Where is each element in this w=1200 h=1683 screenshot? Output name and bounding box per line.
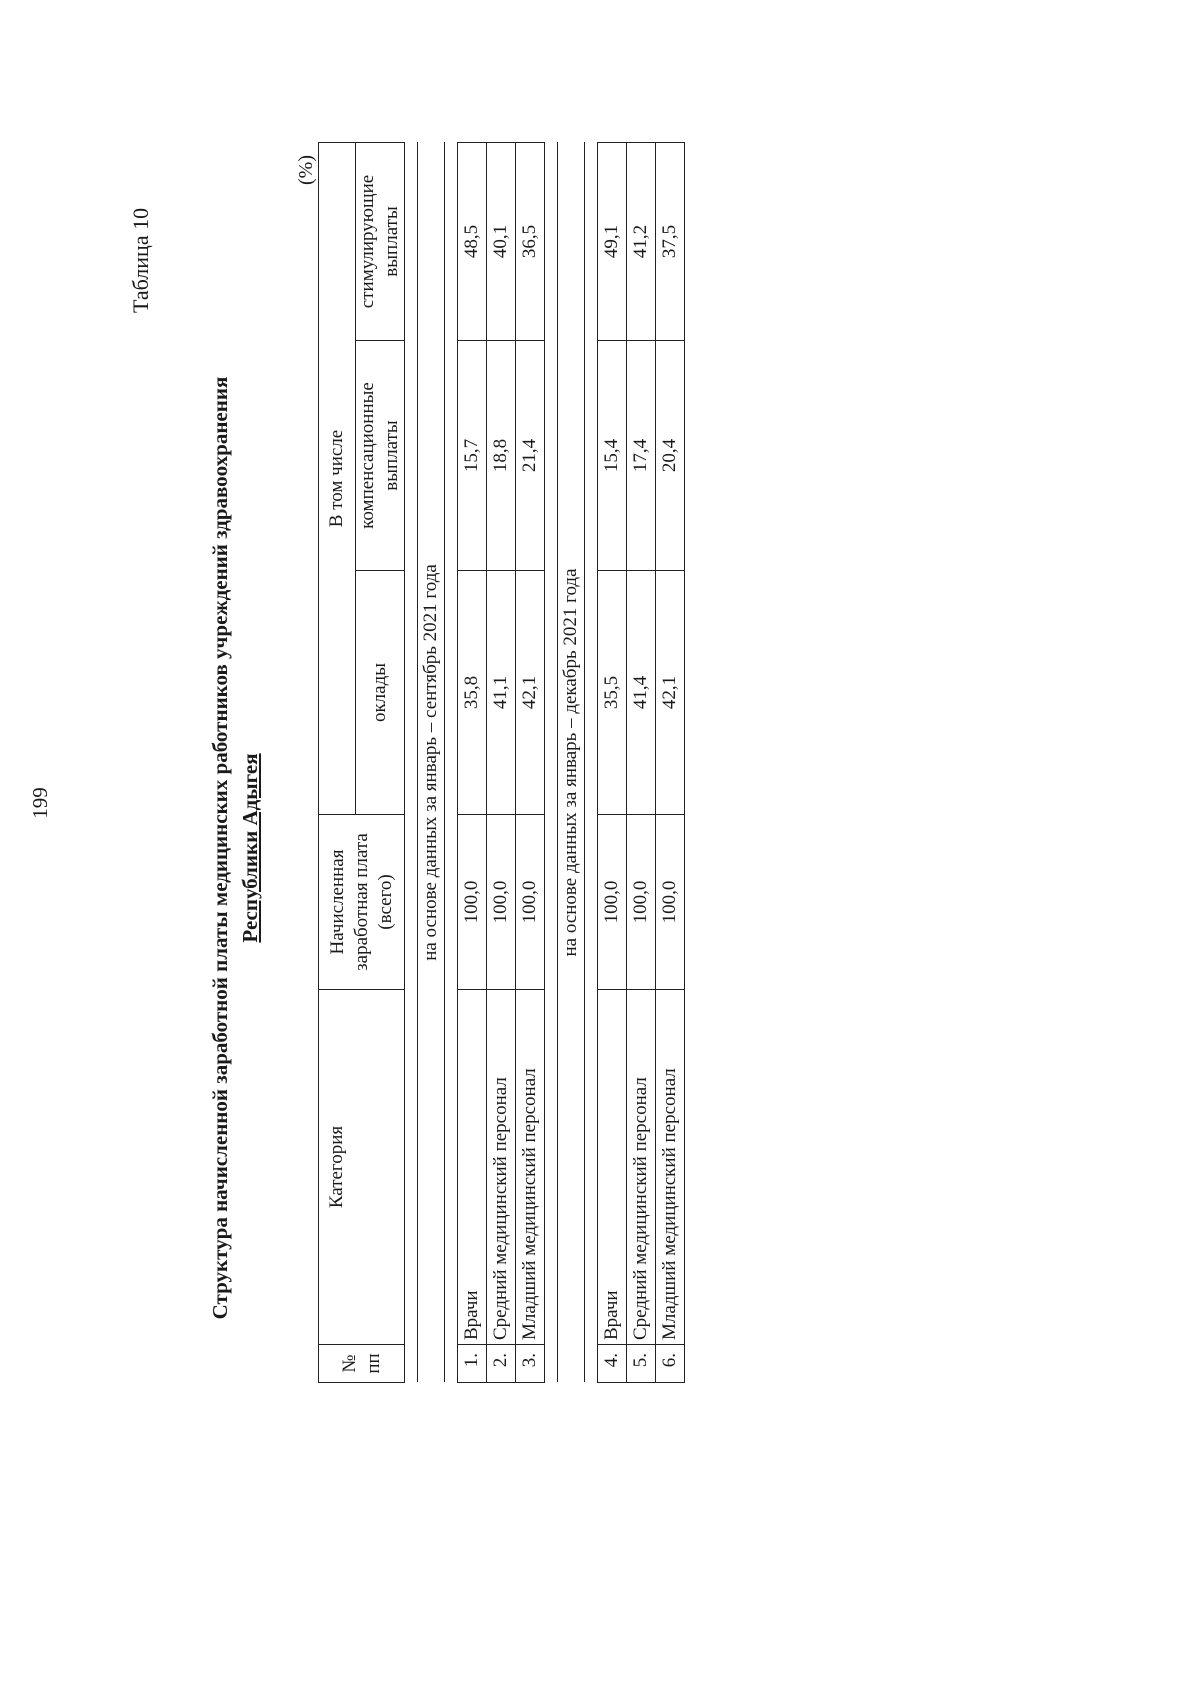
row-num: 3.: [516, 1345, 545, 1383]
row-salaries: 41,1: [487, 571, 516, 815]
row-category: Врачи: [598, 990, 627, 1345]
table-label: Таблица 10: [128, 207, 153, 313]
document-title: [205, 63, 265, 1633]
row-num: 2.: [487, 1345, 516, 1383]
row-category: Средний медицинский персонал: [487, 990, 516, 1345]
section-title: на основе данных за январь – декабрь 2021 года: [560, 568, 581, 957]
row-salaries: 42,1: [516, 571, 545, 815]
title-line-2: Республики Адыгея: [238, 753, 262, 943]
row-compensation: 20,4: [656, 341, 685, 571]
row-salaries: 41,4: [627, 571, 656, 815]
row-salaries: 35,8: [458, 571, 487, 815]
header-total: Начисленная заработная плата (всего): [319, 815, 405, 990]
row-num: 5.: [627, 1345, 656, 1383]
table-row: [598, 142, 627, 1382]
salary-structure-table: [318, 142, 685, 1383]
section-title: на основе данных за январь – сентябрь 2021 года: [420, 564, 441, 961]
header-including: В том числе: [319, 142, 356, 814]
row-incentive: 37,5: [656, 142, 685, 340]
row-incentive: 49,1: [598, 142, 627, 340]
row-incentive: 40,1: [487, 142, 516, 340]
row-total: 100,0: [458, 815, 487, 990]
table-row: [656, 142, 685, 1382]
header-salaries: оклады: [356, 571, 405, 815]
row-total: 100,0: [598, 815, 627, 990]
row-compensation: 15,7: [458, 341, 487, 571]
table-row: [627, 142, 656, 1382]
row-category: Младший медицинский персонал: [656, 990, 685, 1345]
row-salaries: 42,1: [656, 571, 685, 815]
row-total: 100,0: [656, 815, 685, 990]
row-compensation: 18,8: [487, 341, 516, 571]
title-line-1: Структура начисленной заработной платы медицинских работников учреждений здравоохранения: [208, 376, 232, 1320]
row-total: 100,0: [516, 815, 545, 990]
row-salaries: 35,5: [598, 571, 627, 815]
row-compensation: 17,4: [627, 341, 656, 571]
table-row: [487, 142, 516, 1382]
row-compensation: 15,4: [598, 341, 627, 571]
table-row: [458, 142, 487, 1382]
table-row: [516, 142, 545, 1382]
header-row-top: [319, 142, 356, 1382]
header-incentive: стимулирующие выплаты: [356, 142, 405, 340]
page-number: 199: [28, 787, 52, 819]
unit-label: (%): [295, 155, 317, 185]
header-num: № пп: [319, 1345, 405, 1383]
row-total: 100,0: [627, 815, 656, 990]
section-title-row: [418, 142, 445, 1382]
row-num: 4.: [598, 1345, 627, 1383]
row-total: 100,0: [487, 815, 516, 990]
row-category: Врачи: [458, 990, 487, 1345]
row-num: 1.: [458, 1345, 487, 1383]
row-category: Младший медицинский персонал: [516, 990, 545, 1345]
row-category: Средний медицинский персонал: [627, 990, 656, 1345]
row-incentive: 36,5: [516, 142, 545, 340]
header-category: Категория: [319, 990, 405, 1345]
row-incentive: 41,2: [627, 142, 656, 340]
header-compensation: компенсационные выплаты: [356, 341, 405, 571]
section-title-row: [558, 142, 585, 1382]
row-num: 6.: [656, 1345, 685, 1383]
row-compensation: 21,4: [516, 341, 545, 571]
row-incentive: 48,5: [458, 142, 487, 340]
